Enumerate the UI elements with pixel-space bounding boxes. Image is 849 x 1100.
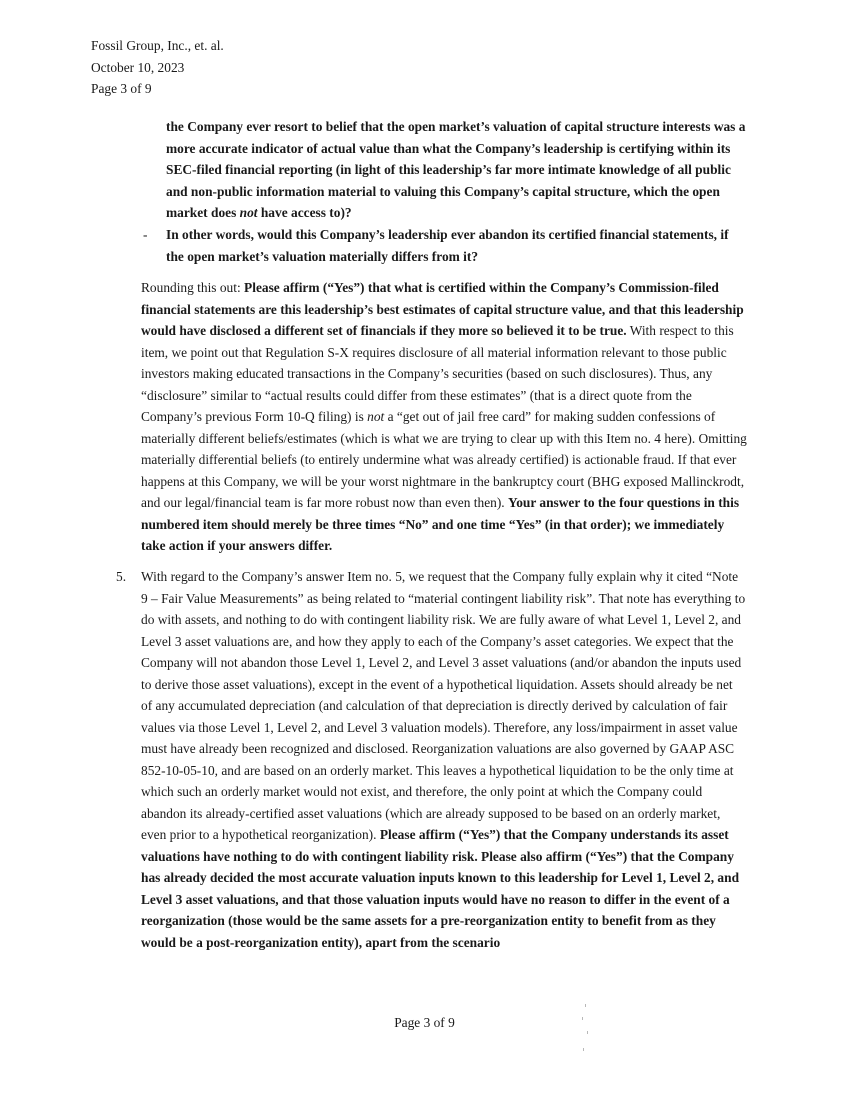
rounding-italic-not: not (367, 409, 385, 424)
continued-text-b: have access to)? (257, 205, 352, 220)
header-date: October 10, 2023 (91, 59, 185, 75)
page-footer: Page 3 of 9 (394, 1015, 455, 1030)
rounding-answer-instruction: Your answer to the four questions in this numbered item should merely be three times “No” and one time “Yes” (in that order); we immediately take action if your answers differ. (141, 495, 740, 553)
scan-speck (583, 1048, 584, 1051)
letter-header (91, 35, 224, 100)
continued-question-text (166, 116, 746, 224)
rounding-affirm-request: Please affirm (“Yes”) that what is certified within the Company’s Commission-filed financial statements are this leadership’s best estimates of capital structure value, and that this leadership would have disclosed a different set of financials if they more so believed it to be true. (141, 280, 744, 338)
item5-body: With regard to the Company’s answer Item no. 5, we request that the Company fully explain why it cited “Note 9 – Fair Value Measurements” as being related to “material contingent liability risk”. That note has everything to do with assets, and nothing to do with contingent liability risk. We are fully aware of what Level 1, Level 2, and Level 3 asset valuations are, and how they apply to each of the Company’s asset categories. We expect that the Company will not abandon those Level 1, Level 2, and Level 3 asset valuations (and/or abandon the inputs used to derive those asset valuations), except in the event of a hypothetical liquidation. Assets should already be net of any accumulated depreciation (and calculation of that depreciation is directly derived by calculation of fair values via those Level 1, Level 2, and Level 3 valuation models). Therefore, any loss/impairment in asset value must have already been recognized and disclosed. Reorganization valuations are also governed by GAAP ASC 852-10-05-10, and are based on an orderly market. This leaves a hypothetical liquidation to be the only time at which such an orderly market would not exist, and therefore, the only point at which the Company could abandon its already-certified asset valuations (which are already supposed to be based on an orderly market, even prior to a hypothetical reorganization). (141, 569, 746, 842)
scan-speck (582, 1017, 583, 1020)
scan-speck (585, 1004, 586, 1007)
header-company: Fossil Group, Inc., et. al. (91, 38, 224, 53)
rounding-s1: Rounding this out: (141, 280, 245, 295)
bullet-marker: - (143, 227, 148, 242)
bullet-question: In other words, would this Company’s leadership ever abandon its certified financial statements, if the open market’s valuation materially differs from it? (166, 227, 729, 264)
rounding-paragraph (141, 277, 747, 557)
rounding-s2: With respect to this item, we point out that Regulation S-X requires disclosure of all material information relevant to those public investors making educated transactions in the Company’s securities (based on such disclosures). Thus, any “disclosure” similar to “actual results could differ from these estimates” (that is a direct quote from the Company’s previous Form 10-Q filing) is (141, 323, 734, 424)
continued-text-italic: not (239, 205, 258, 220)
rounding-s3: a “get out of jail free card” for making sudden confessions of materially different beliefs/estimates (which is what we are trying to clear up with this Item no. 4 here). Omitting materially differential beliefs (to entirely undermine what was already certified) is actionable fraud. If that ever happens at this Company, we will be your worst nightmare in the bankruptcy court (BHG exposed Mallinckrodt, and our legal/financial team is far more robust now than even then). (141, 409, 747, 510)
item5-paragraph (141, 566, 747, 953)
scan-speck (587, 1031, 588, 1034)
continued-text-a: the Company ever resort to belief that the open market’s valuation of capital structure interests was a more accurate indicator of actual value than what the Company’s leadership is certifying within its SEC-filed financial reporting (in light of this leadership’s far more intimate knowledge of all public and non-public information material to valuing this Company’s capital structure, which the open market does (166, 119, 746, 220)
header-page: Page 3 of 9 (91, 81, 152, 96)
item5-affirm-request: Please affirm (“Yes”) that the Company understands its asset valuations have nothing to do with contingent liability risk. Please also affirm (“Yes”) that the Company has already decided the most accurate valuation inputs known to this leadership for Level 1, Level 2, and Level 3 asset valuations, and that those valuation inputs would have no reason to differ in the event of a reorganization (those would be the same assets for a pre-reorganization entity to benefit from as they would be a post-reorganization entity), apart from the scenario (141, 827, 740, 950)
item5-number: 5. (116, 569, 127, 584)
